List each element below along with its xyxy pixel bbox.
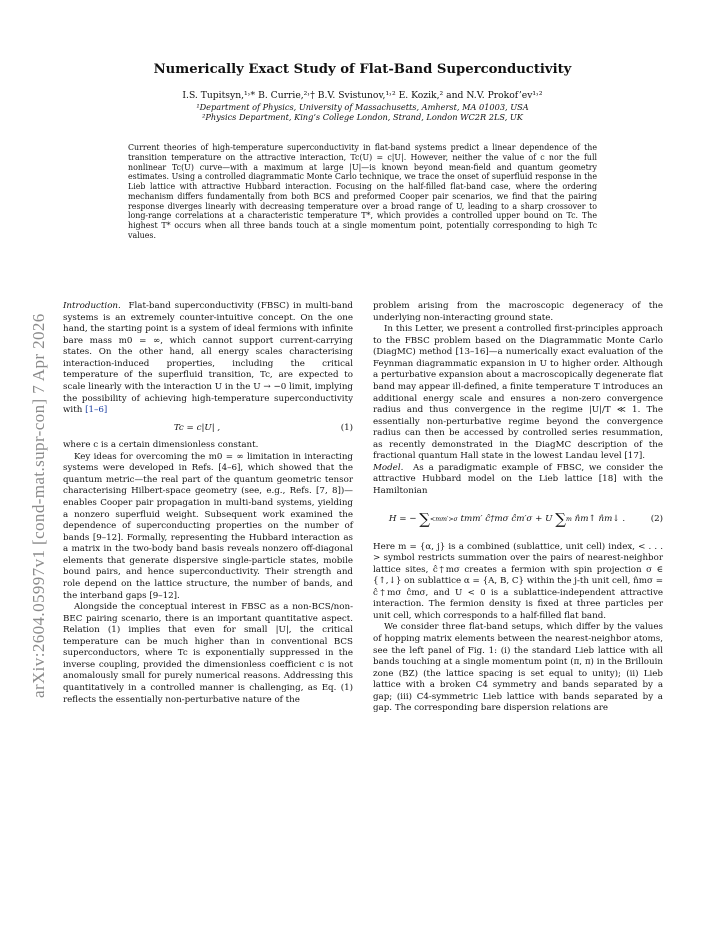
right-paragraph-2: In this Letter, we present a controlled first-principles approach to the FBSC problem based on the Diagrammatic Monte Carlo (DiagMC) method [13–16]—a numerically exact evaluation of the Feynman diagrammatic expansion in U to higher order. Although a perturbative expansion about a macroscopically degenerate flat band may appear ill-defined, a finite temperature T introduces an additional energy scale and ensures a non-zero convergence radius and thus convergence in the regime |U|/T ≪ 1. The essentially non-perturbative regime beyond the convergence radius can then be accessed by controlled series resummation, as recently demonstrated in the DiagMC description of the fractional quantum Hall state in the lowest Landau level [17]. (373, 324, 663, 462)
arxiv-identifier-stamp (14, 200, 56, 700)
equation-2-lhs: H = − (388, 513, 417, 524)
intro-paragraph-3: Key ideas for overcoming the m0 = ∞ limitation in interacting systems were developed in Refs. [4–6], which showed that the quantum metric—the real part of the quantum geometric tensor characterising Hilbert-space geometry (see, e.g., Refs. [7, 8])—enables Cooper pair propagation in multi-band systems, yielding a nonzero superfluid weight. Subsequent work examined the dependence of superconducting properties on the number of bands [9–12]. Formally, representing the Hubbard interaction as a matrix in the two-body band basis reveals nonzero off-diagonal elements that generate dispersive single-particle states, mobile bound pairs, and hence superconductivity. Their strength and role depend on the lattice structure, the number of bands, and the interband gaps [9–12]. (63, 451, 353, 601)
equation-1-number: (1) (340, 422, 353, 433)
arxiv-stamp-text: arXiv:2604.05997v1 [cond-mat.supr-con] 7 Apr 2026 (29, 313, 48, 698)
summation-symbol: ∑ (419, 509, 431, 528)
intro-paragraph-4: Alongside the conceptual interest in FBSC as a non-BCS/non-BEC pairing scenario, there is an important quantitative aspect. Relation (1) implies that even for small |U|, the critical temperature can be much higher than in conventional BCS superconductors, where Tc is exponentially suppressed in the inverse coupling, provided the dimensionless coefficient c is not anomalously small for purely numerical reasons. Addressing this quantitatively in a controlled manner is challenging, as Eq. (1) reflects the essentially non-perturbative nature of the (63, 602, 353, 705)
intro-paragraph-1 (63, 301, 353, 417)
right-paragraph-1: problem arising from the macroscopic degeneracy of the underlying non-interacting ground state. (373, 301, 663, 323)
summation-limit-1: <mm′>σ (430, 515, 458, 523)
affiliation-2: ²Physics Department, King’s College London, Strand, London WC2R 2LS, UK (202, 111, 523, 122)
summation-limit-2: m (565, 515, 572, 523)
equation-2-hopping-term: tmm′ ĉ†mσ ĉm′σ + U (460, 513, 553, 524)
equation-1 (63, 423, 353, 435)
setups-paragraph: We consider three flat-band setups, which differ by the values of hopping matrix elements between the nearest-neighbor atoms, see the left panel of Fig. 1: (i) the standard Lieb lattice with all bands touching at a single momentum point (π, π) in the Brillouin zone (BZ) (the lattice spacing is set equal to unity); (ii) Lieb lattice with a broken C4 symmetry and bands separated by a gap; (iii) C4-symmetric Lieb lattice with bands separated by a gap. The corresponding bare dispersion relations are (373, 622, 663, 714)
intro-text-1: Flat-band superconductivity (FBSC) in multi-band systems is an extremely counter-intuitive concept. On the one hand, the starting point is a system of ideal fermions with infinite bare mass m0 = ∞, which cannot support current-carrying states. On the other hand, all energy scales characterising interaction-induced properties, including the critical temperature of the superfluid transition, Tc, are expected to scale linearly with the interaction U in the U → −0 limit, implying the possibility of achieving high-temperature superconductivity with (63, 301, 353, 416)
equation-2-interaction-term: n̂m↑ n̂m↓ . (574, 513, 626, 524)
affiliation-1: ¹Department of Physics, University of Massachusetts, Amherst, MA 01003, USA (196, 102, 529, 112)
right-column (373, 301, 663, 715)
equation-2-number: (2) (650, 513, 663, 524)
intro-paragraph-2: where c is a certain dimensionless constant. (63, 440, 259, 451)
equation-1-body: Tc = c|U| , (173, 422, 221, 433)
model-text: As a paradigmatic example of FBSC, we consider the attractive Hubbard model on the Lieb lattice [18] with the Hamiltonian (373, 462, 664, 496)
model-definitions-paragraph: Here m = {α, j} is a combined (sublattice, unit cell) index, < . . . > symbol restricts summation over the pairs of nearest-neighbor lattice sites, ĉ†mσ creates a fermion with spin projection σ ∈ {↑,↓} on sublattice α = {A, B, C} within the j-th unit cell, n̂mσ = ĉ†mσ ĉmσ, and U < 0 is a sublattice-independent attractive interaction. The fermion density is fixed at three particles per unit cell, which corresponds to a half-filled flat band. (373, 541, 663, 621)
model-paragraph (373, 463, 663, 498)
paper-header (110, 62, 615, 123)
citation-link[interactable]: [1–6] (85, 405, 108, 416)
paper-title: Numerically Exact Study of Flat-Band Superconductivity (153, 62, 572, 77)
author-list: I.S. Tupitsyn,¹˒* B. Currie,²˒† B.V. Svistunov,¹˒² E. Kozik,² and N.V. Prokof’ev¹˒² (182, 90, 543, 101)
section-heading-introduction: Introduction. (63, 301, 121, 311)
section-heading-model: Model. (373, 462, 404, 473)
equation-2-hamiltonian (373, 510, 663, 530)
left-column (63, 301, 353, 706)
summation-symbol: ∑ (555, 509, 566, 528)
equation-2-body (373, 510, 641, 530)
abstract: Current theories of high-temperature superconductivity in flat-band systems predict a linear dependence of the transition temperature on the attractive interaction, Tc(U) = c|U|. However, neither the value of c nor the full nonlinear Tc(U) curve—with a maximum at large |U|—is known beyond mean-field and quantum geometry estimates. Using a controlled diagrammatic Monte Carlo technique, we trace the onset of superfluid response in the Lieb lattice with attractive Hubbard interaction. Focusing on the half-filled flat-band case, where the ordering mechanism differs fundamentally from both BCS and preformed Cooper pair scenarios, we find that the pairing response diverges linearly with decreasing temperature over a broad range of U, leading to a sharp crossover to long-range correlations at a characteristic temperature T*, which provides a controlled upper bound on Tc. The highest T* occurs when all three bands touch at a single momentum point, potentially corresponding to high Tc values. (128, 143, 597, 240)
